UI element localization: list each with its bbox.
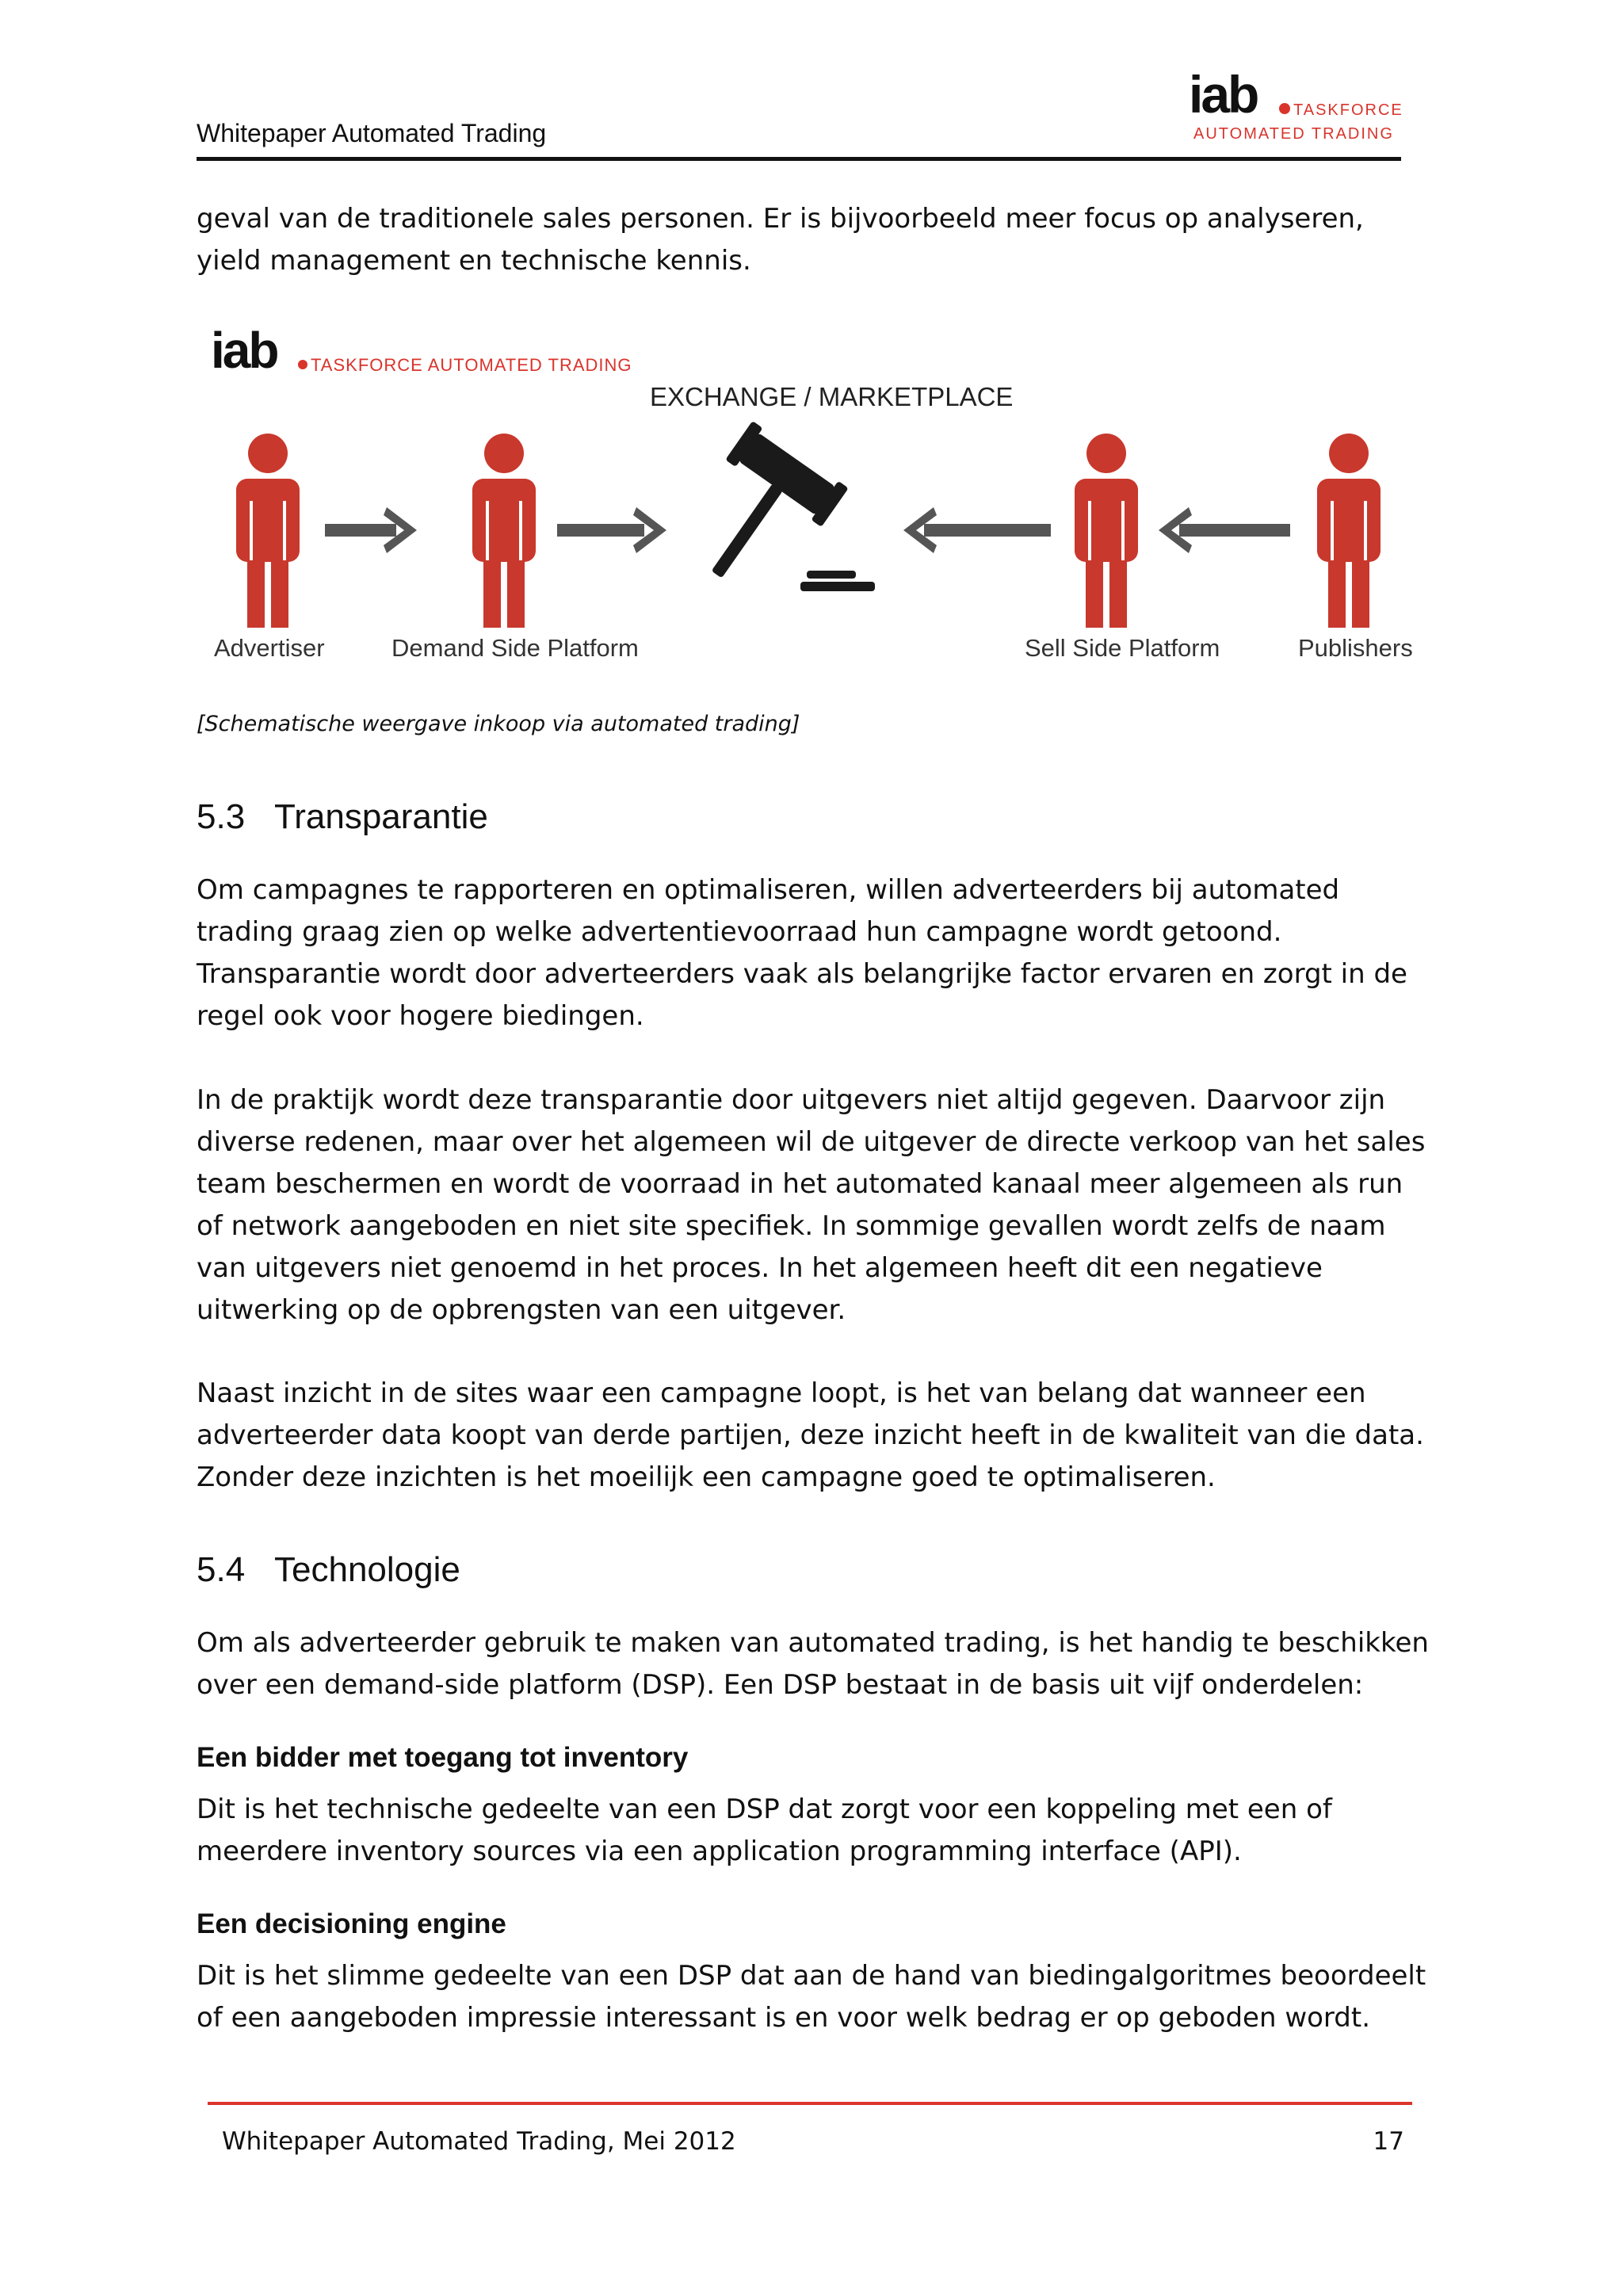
footer-divider	[208, 2102, 1412, 2105]
paragraph: In de praktijk wordt deze transparantie door uitgevers niet altijd gegeven. Daarvoor zijn diverse redenen, maar over het algemeen wil de uitgever de directe verkoop van het sales team beschermen en wordt de voorraad in het automated kanaal meer algemeen als run of network aangeboden en niet site specifiek. In sommige gevallen wordt zelfs de naam van uitgevers niet genoemd in het proces. In het algemeen heeft dit een negatieve uitwerking op de opbrengsten van een uitgever.	[197, 1084, 1426, 1326]
intro-paragraph: geval van de traditionele sales personen. Er is bijvoorbeeld meer focus op analyseren, yield management en technische kennis.	[197, 203, 1364, 277]
publisher-figure	[1317, 434, 1381, 628]
section-title: Technologie	[274, 1550, 460, 1589]
ssp-figure	[1075, 434, 1138, 628]
advertiser-figure	[236, 434, 300, 628]
arrow-right-icon	[557, 507, 666, 553]
header-logo-word: iab	[1189, 65, 1258, 124]
logo-dot	[1279, 103, 1290, 114]
label-dsp: Demand Side Platform	[391, 634, 639, 662]
header-logo-line2: AUTOMATED TRADING	[1193, 125, 1394, 143]
arrow-left-icon	[903, 507, 1051, 553]
dsp-figure	[472, 434, 536, 628]
page-number: 17	[1373, 2127, 1404, 2156]
header-logo	[1189, 65, 1411, 147]
diagram-graphics	[197, 309, 1433, 690]
section-heading-transparantie	[197, 797, 488, 837]
paragraph: Dit is het technische gedeelte van een DSP dat zorgt voor een koppeling met een of meerdere inventory sources via een application programming interface (API).	[197, 1794, 1332, 1867]
paragraph: Om als adverteerder gebruik te maken van automated trading, is het handig te beschikken over een demand-side platform (DSP). Een DSP bestaat in de basis uit vijf onderdelen:	[197, 1627, 1429, 1701]
paragraph: Naast inzicht in de sites waar een campagne loopt, is het van belang dat wanneer een adverteerder data koopt van derde partijen, deze inzicht heeft in de kwaliteit van die data. Zonder deze inzichten is het moeilijk een campagne goed te optimaliseren.	[197, 1377, 1424, 1493]
figure-caption: [Schematische weergave inkoop via automated trading]	[197, 712, 800, 736]
arrow-right-icon	[325, 507, 417, 553]
section-number: 5.3	[197, 797, 246, 836]
diagram-center-title: EXCHANGE / MARKETPLACE	[650, 382, 1014, 411]
paragraph: Om campagnes te rapporteren en optimaliseren, willen adverteerders bij automated trading graag zien op welke advertentievoorraad hun campagne wordt getoond. Transparantie wordt door adverteerders vaak als belangrijke factor ervaren en zorgt in de regel ook voor hogere biedingen.	[197, 874, 1407, 1032]
gavel-icon	[668, 421, 875, 608]
label-ssp: Sell Side Platform	[1025, 634, 1220, 662]
diagram-logo-text: TASKFORCE AUTOMATED TRADING	[311, 355, 632, 375]
paragraph: Dit is het slimme gedeelte van een DSP dat aan de hand van biedingalgoritmes beoordeelt of een aangeboden impressie interessant is en voor welk bedrag er op geboden wordt.	[197, 1960, 1426, 2034]
label-publishers: Publishers	[1298, 634, 1413, 662]
subheading-decisioning: Een decisioning engine	[197, 1908, 506, 1939]
header-divider	[197, 157, 1401, 161]
label-advertiser: Advertiser	[214, 634, 325, 662]
subheading-bidder: Een bidder met toegang tot inventory	[197, 1742, 689, 1773]
footer-text: Whitepaper Automated Trading, Mei 2012	[222, 2127, 736, 2156]
section-number: 5.4	[197, 1550, 246, 1589]
header-logo-line1: TASKFORCE	[1293, 101, 1403, 119]
trading-diagram	[197, 309, 1433, 690]
diagram-logo-word: iab	[211, 322, 277, 379]
arrow-left-icon	[1159, 507, 1290, 553]
section-heading-technologie	[197, 1550, 460, 1590]
section-title: Transparantie	[274, 797, 488, 836]
header-title: Whitepaper Automated Trading	[197, 119, 547, 147]
